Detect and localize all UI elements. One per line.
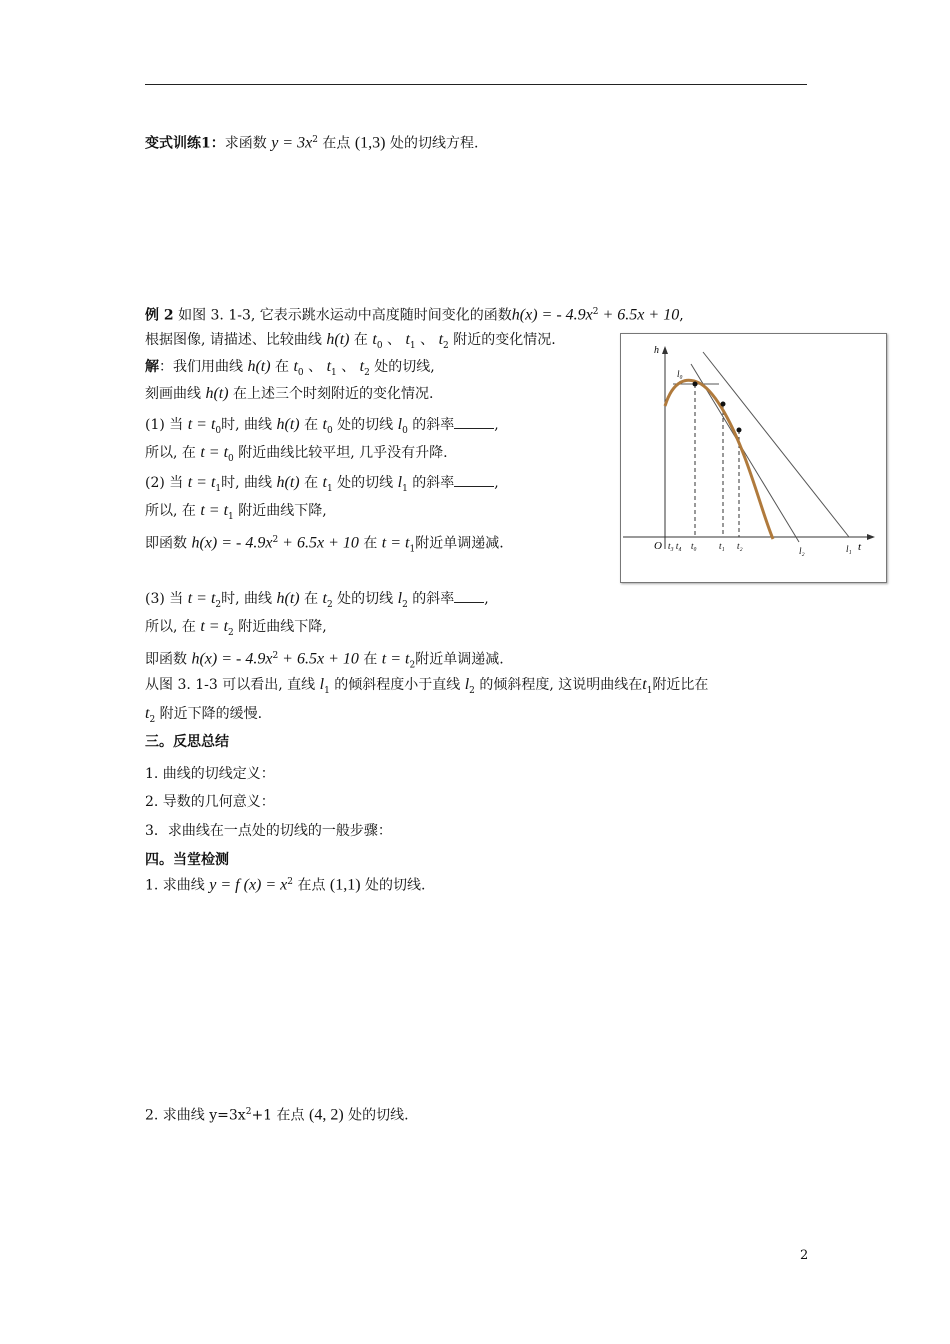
part-3-line3: 即函数 h(x) = - $4.9x^2 + 6.5x + 10$ 在 $t = t_2$附近单调递减. xyxy=(145,650,504,671)
h-axis-label: h xyxy=(654,345,659,356)
h-axis-arrow xyxy=(662,346,668,354)
height-time-figure xyxy=(620,333,887,583)
section-4-title: 四。当堂检测 xyxy=(145,852,229,868)
exercise-1: 变式训练1：求函数 $y = 3x^2$ 在点 (1,3) 处的切线方程. xyxy=(145,134,479,152)
tangent-l1 xyxy=(703,352,849,537)
t-axis-arrow xyxy=(867,534,875,540)
part-2-line3: 即函数 h(x) = - $4.9x^2 + 6.5x + 10$ 在 $t = t_1$附近单调递减. xyxy=(145,534,504,555)
height-curve xyxy=(665,380,773,539)
example-2-intro: 例 2 如图 3. 1-3, 它表示跳水运动中高度随时间变化的函数h(x) = - $4.9x^2 + 6.5x + 10$, xyxy=(145,306,684,324)
question-1: 1. 求曲线 y = f $(x) = x^2$ 在点 (1,1) 处的切线. xyxy=(145,876,426,894)
summary-line1: 从图 3. 1-3 可以看出, 直线 $l_1$ 的倾斜程度小于直线 $l_2$ 的倾斜程度, 这说明曲线在$t_1$附近比在 xyxy=(145,676,709,696)
part-1-line1: (1) 当 $t = t_0$时, 曲线 h(t) 在 $t_0$ 处的切线 $l_0$ 的斜率 , xyxy=(145,416,499,436)
section-3-item-1: 1. 曲线的切线定义： xyxy=(145,766,275,782)
section-3-item-3: 3．求曲线在一点处的切线的一般步骤： xyxy=(145,823,392,839)
answer-blank-1[interactable] xyxy=(454,414,494,429)
l1-label: l₁ xyxy=(846,544,852,554)
t1-label: t₁ xyxy=(719,541,725,551)
t-axis-label: t xyxy=(858,541,862,553)
part-2-line1: (2) 当 $t = t_1$时, 曲线 h(t) 在 $t_1$ 处的切线 $l_1$ 的斜率 , xyxy=(145,474,499,494)
l2-label: l₂ xyxy=(799,546,805,556)
point-t2 xyxy=(737,428,742,433)
t0-label: t₀ xyxy=(691,541,697,551)
answer-blank-2[interactable] xyxy=(454,472,494,487)
part-3-line1: (3) 当 $t = t_2$时, 曲线 h(t) 在 $t_2$ 处的切线 $l_2$ 的斜率 , xyxy=(145,590,489,610)
solution-line1: 解：我们用曲线 h(t) 在 $t_0$ 、 $t_1$ 、 $t_2$ 处的切线, xyxy=(145,358,435,378)
summary-line2: $t_2$ 附近下降的缓慢. xyxy=(145,705,263,725)
header-rule xyxy=(145,84,807,85)
figure-svg xyxy=(621,334,886,582)
point-t0 xyxy=(693,382,698,387)
exercise-label: 变式训练1： xyxy=(145,135,225,152)
page-number: 2 xyxy=(800,1248,809,1263)
part-2-line2: 所以, 在 $t = t_1$ 附近曲线下降, xyxy=(145,502,327,522)
section-3-item-2: 2. 导数的几何意义： xyxy=(145,794,275,810)
t3t4-label: t₃ t₄ xyxy=(668,541,682,551)
t2-label: t₂ xyxy=(737,541,743,551)
solution-line2: 刻画曲线 h(t) 在上述三个时刻附近的变化情况. xyxy=(145,385,434,402)
example-2-line2: 根据图像, 请描述、比较曲线 h(t) 在 $t_0$ 、 $t_1$ 、 $t_2$ 附近的变化情况. xyxy=(145,331,556,351)
l0-label: l₀ xyxy=(677,369,683,379)
origin-label: O xyxy=(654,540,662,552)
question-2: 2. 求曲线 $y=3x^2+1$ 在点 (4, 2) 处的切线. xyxy=(145,1106,409,1124)
answer-blank-3[interactable] xyxy=(454,588,484,603)
part-3-line2: 所以, 在 $t = t_2$ 附近曲线下降, xyxy=(145,618,327,638)
point-t1 xyxy=(721,402,726,407)
part-1-line2: 所以, 在 $t = t_0$ 附近曲线比较平坦, 几乎没有升降. xyxy=(145,444,448,464)
section-3-title: 三。反思总结 xyxy=(145,734,229,750)
